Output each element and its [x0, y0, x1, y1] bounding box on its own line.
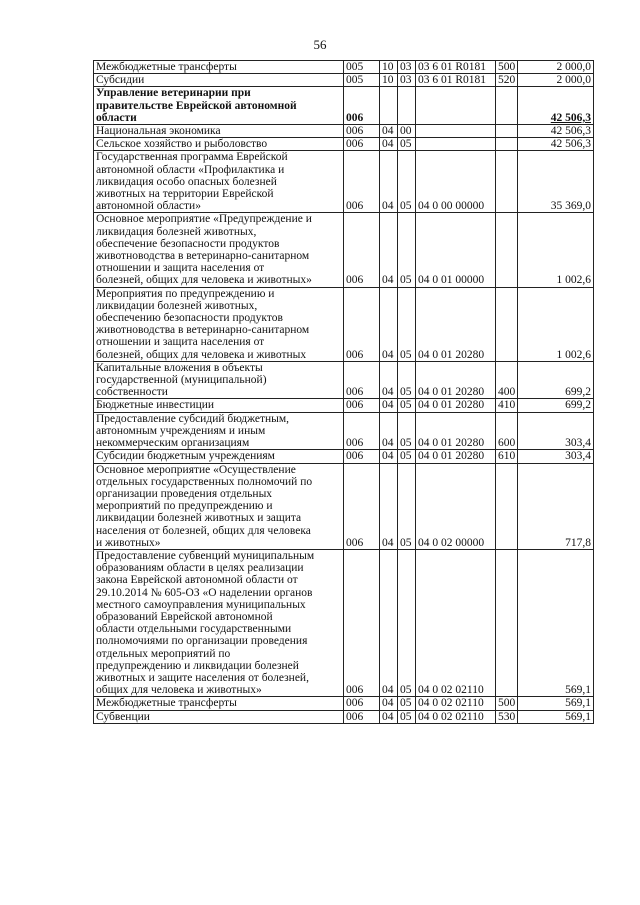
- row-name-cell: Предоставление субсидий бюджетным, автономным учреждениям и иным некоммерческим организациям: [94, 412, 344, 450]
- row-target-article-cell: 04 0 01 20280: [416, 361, 496, 399]
- row-ved-cell: 005: [344, 74, 380, 87]
- row-section-cell: 04: [380, 151, 398, 213]
- row-expense-type-cell: [496, 151, 518, 213]
- row-subsection-cell: 05: [398, 213, 416, 287]
- row-ved-cell: 006: [344, 151, 380, 213]
- table-row: [94, 399, 594, 412]
- row-ved-cell: 006: [344, 450, 380, 463]
- row-section-cell: 04: [380, 213, 398, 287]
- row-sum-cell: 569,1: [518, 697, 594, 710]
- table-row: [94, 463, 594, 549]
- row-expense-type-cell: 500: [496, 697, 518, 710]
- table-row: [94, 87, 594, 125]
- row-target-article-cell: 03 6 01 R0181: [416, 61, 496, 74]
- table-row: [94, 125, 594, 138]
- row-subsection-cell: 05: [398, 399, 416, 412]
- row-ved-cell: 006: [344, 138, 380, 151]
- row-expense-type-cell: [496, 138, 518, 151]
- table-row: [94, 213, 594, 287]
- row-name-cell: Основное мероприятие «Осуществление отдельных государственных полномочий по организации проведения отдельных мероприятий по предупреждению и ликвидации болезней животных и защита населения от болезней, общих для человека и животных»: [94, 463, 344, 549]
- table-row: [94, 412, 594, 450]
- row-subsection-cell: 05: [398, 287, 416, 361]
- row-target-article-cell: 04 0 01 00000: [416, 213, 496, 287]
- page-number: 56: [313, 37, 327, 52]
- row-expense-type-cell: 410: [496, 399, 518, 412]
- row-name-cell: Управление ветеринарии при правительстве Еврейской автономной области: [94, 87, 344, 125]
- row-target-article-cell: 04 0 02 02110: [416, 710, 496, 723]
- row-name-cell: Субсидии: [94, 74, 344, 87]
- row-expense-type-cell: [496, 287, 518, 361]
- row-subsection-cell: 03: [398, 61, 416, 74]
- row-sum-cell: 699,2: [518, 361, 594, 399]
- row-name-cell: Основное мероприятие «Предупреждение и ликвидация болезней животных, обеспечение безопасности продуктов животноводства в ветеринарно-санитарном отношении и защита населения от болезней, общих для человека и животных»: [94, 213, 344, 287]
- row-section-cell: 04: [380, 549, 398, 696]
- row-target-article-cell: 03 6 01 R0181: [416, 74, 496, 87]
- row-section-cell: 04: [380, 710, 398, 723]
- row-target-article-cell: [416, 125, 496, 138]
- row-sum-cell: 303,4: [518, 412, 594, 450]
- row-sum-cell: 42 506,3: [518, 125, 594, 138]
- budget-table: [93, 60, 594, 724]
- row-name-cell: Субвенции: [94, 710, 344, 723]
- row-sum-cell: 1 002,6: [518, 213, 594, 287]
- row-target-article-cell: 04 0 02 02110: [416, 549, 496, 696]
- row-subsection-cell: 00: [398, 125, 416, 138]
- row-expense-type-cell: [496, 463, 518, 549]
- row-sum-cell: 569,1: [518, 710, 594, 723]
- row-subsection-cell: 05: [398, 549, 416, 696]
- row-name-cell: Межбюджетные трансферты: [94, 61, 344, 74]
- row-sum-cell: 42 506,3: [518, 138, 594, 151]
- row-ved-cell: 006: [344, 463, 380, 549]
- row-ved-cell: 006: [344, 287, 380, 361]
- table-row: [94, 138, 594, 151]
- row-sum-cell: 699,2: [518, 399, 594, 412]
- row-target-article-cell: 04 0 01 20280: [416, 412, 496, 450]
- row-section-cell: 04: [380, 125, 398, 138]
- row-section-cell: 04: [380, 697, 398, 710]
- row-subsection-cell: 05: [398, 710, 416, 723]
- row-subsection-cell: 05: [398, 138, 416, 151]
- table-row: [94, 74, 594, 87]
- row-subsection-cell: 05: [398, 151, 416, 213]
- row-ved-cell: 006: [344, 213, 380, 287]
- row-ved-cell: 006: [344, 412, 380, 450]
- row-target-article-cell: 04 0 01 20280: [416, 287, 496, 361]
- row-expense-type-cell: 520: [496, 74, 518, 87]
- row-sum-cell: 717,8: [518, 463, 594, 549]
- row-ved-cell: 006: [344, 361, 380, 399]
- row-ved-cell: 006: [344, 549, 380, 696]
- row-name-cell: Государственная программа Еврейской автономной области «Профилактика и ликвидация особо опасных болезней животных на территории Еврейской автономной области»: [94, 151, 344, 213]
- row-ved-cell: 005: [344, 61, 380, 74]
- row-sum-cell: 2 000,0: [518, 74, 594, 87]
- table-row: [94, 549, 594, 696]
- row-name-cell: Бюджетные инвестиции: [94, 399, 344, 412]
- row-ved-cell: 006: [344, 697, 380, 710]
- row-name-cell: Сельское хозяйство и рыболовство: [94, 138, 344, 151]
- row-name-cell: Межбюджетные трансферты: [94, 697, 344, 710]
- row-target-article-cell: [416, 87, 496, 125]
- row-sum-cell: 42 506,3: [518, 87, 594, 125]
- table-row: [94, 61, 594, 74]
- row-subsection-cell: 05: [398, 463, 416, 549]
- row-section-cell: 04: [380, 463, 398, 549]
- row-target-article-cell: 04 0 02 02110: [416, 697, 496, 710]
- row-expense-type-cell: [496, 125, 518, 138]
- row-ved-cell: 006: [344, 710, 380, 723]
- row-expense-type-cell: [496, 213, 518, 287]
- row-subsection-cell: 05: [398, 450, 416, 463]
- row-name-cell: Предоставление субвенций муниципальным образованиям области в целях реализации закона Еврейской автономной области от 29.10.2014 № 605-ОЗ «О наделении органов местного самоуправления муниципальных образований Еврейской автономной области отдельными государственными полномочиями по организации проведения отдельных мероприятий по предупреждению и ликвидации болезней животных и защите населения от болезней, общих для человека и животных»: [94, 549, 344, 696]
- row-target-article-cell: 04 0 00 00000: [416, 151, 496, 213]
- row-expense-type-cell: 600: [496, 412, 518, 450]
- row-section-cell: 04: [380, 138, 398, 151]
- row-ved-cell: 006: [344, 399, 380, 412]
- row-name-cell: Капитальные вложения в объекты государственной (муниципальной) собственности: [94, 361, 344, 399]
- row-subsection-cell: [398, 87, 416, 125]
- row-sum-cell: 569,1: [518, 549, 594, 696]
- table-row: [94, 361, 594, 399]
- row-subsection-cell: 05: [398, 361, 416, 399]
- row-sum-cell: 35 369,0: [518, 151, 594, 213]
- row-section-cell: 04: [380, 450, 398, 463]
- table-row: [94, 450, 594, 463]
- row-target-article-cell: [416, 138, 496, 151]
- row-expense-type-cell: 400: [496, 361, 518, 399]
- row-name-cell: Национальная экономика: [94, 125, 344, 138]
- row-subsection-cell: 03: [398, 74, 416, 87]
- row-ved-cell: 006: [344, 87, 380, 125]
- row-name-cell: Субсидии бюджетным учреждениям: [94, 450, 344, 463]
- row-expense-type-cell: [496, 87, 518, 125]
- row-subsection-cell: 05: [398, 412, 416, 450]
- table-row: [94, 287, 594, 361]
- row-expense-type-cell: 530: [496, 710, 518, 723]
- row-sum-cell: 1 002,6: [518, 287, 594, 361]
- row-target-article-cell: 04 0 01 20280: [416, 450, 496, 463]
- row-ved-cell: 006: [344, 125, 380, 138]
- table-row: [94, 697, 594, 710]
- row-sum-cell: 303,4: [518, 450, 594, 463]
- table-row: [94, 151, 594, 213]
- row-name-cell: Мероприятия по предупреждению и ликвидации болезней животных, обеспечению безопасности продуктов животноводства в ветеринарно-санитарном отношении и защита населения от болезней, общих для человека и животных: [94, 287, 344, 361]
- row-expense-type-cell: 500: [496, 61, 518, 74]
- row-section-cell: 04: [380, 412, 398, 450]
- row-target-article-cell: 04 0 01 20280: [416, 399, 496, 412]
- table-row: [94, 710, 594, 723]
- row-section-cell: 04: [380, 361, 398, 399]
- row-section-cell: 10: [380, 74, 398, 87]
- row-expense-type-cell: [496, 549, 518, 696]
- row-sum-cell: 2 000,0: [518, 61, 594, 74]
- row-subsection-cell: 05: [398, 697, 416, 710]
- row-expense-type-cell: 610: [496, 450, 518, 463]
- row-target-article-cell: 04 0 02 00000: [416, 463, 496, 549]
- row-section-cell: 10: [380, 61, 398, 74]
- row-section-cell: 04: [380, 287, 398, 361]
- row-section-cell: 04: [380, 399, 398, 412]
- row-section-cell: [380, 87, 398, 125]
- budget-table-body: [94, 61, 594, 724]
